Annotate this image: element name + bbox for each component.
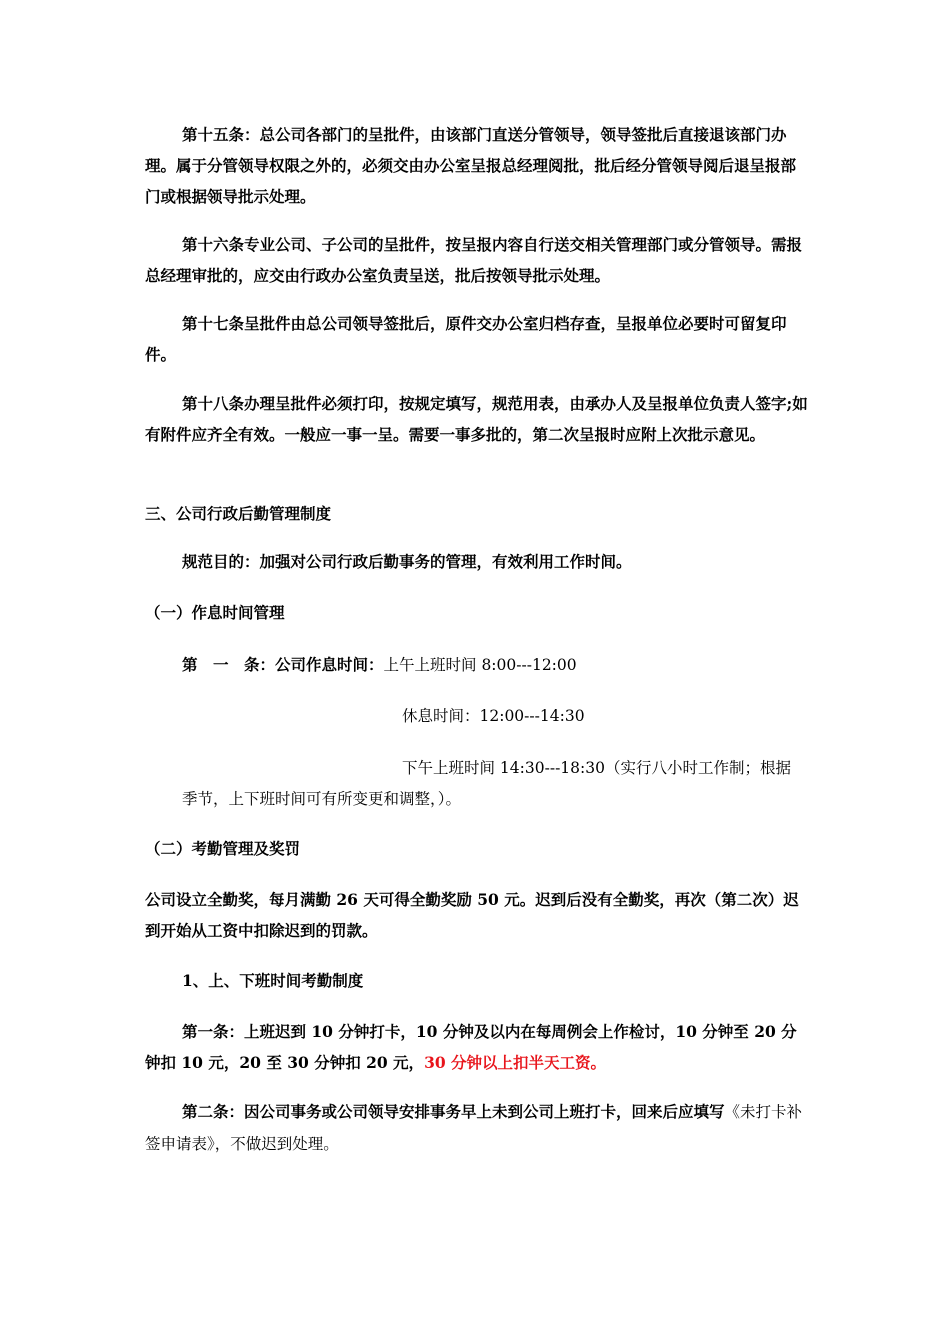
rule-2-text: 第二条：因公司事务或公司领导安排事务早上未到公司上班打卡，回来后应填写 (182, 1102, 725, 1121)
subsection-attendance: （二）考勤管理及奖罚 (145, 839, 301, 858)
rule-2 (145, 1096, 810, 1160)
rule-2-form-name: 《未打卡补签申请表》，不做迟到处理。 (145, 1103, 803, 1153)
morning-hours: 上午上班时间 8:00---12:00 (383, 656, 577, 674)
article-17: 第十七条呈批件由总公司领导签批后，原件交办公室归档存查，呈报单位必要时可留复印件。 (145, 314, 787, 364)
article-16: 第十六条专业公司、子公司的呈批件，按呈报内容自行送交相关管理部门或分管领导。需报总经理审批的，应交由行政办公室负责呈送，批后按领导批示处理。 (145, 235, 803, 285)
afternoon-hours-line2: 季节，上下班时间可有所变更和调整，）。 (182, 790, 462, 808)
work-hours-morning (182, 649, 810, 681)
rule-1-text: 第一条：上班迟到 10 分钟打卡，10 分钟及以内在每周例会上作检讨，10 分钟至 20 分钟扣 10 元，20 至 30 分钟扣 20 元， (145, 1022, 797, 1072)
subsection-work-hours: （一）作息时间管理 (145, 603, 285, 622)
section-heading-3: 三、公司行政后勤管理制度 (145, 504, 332, 523)
work-hours-label: 第 一 条：公司作息时间： (182, 655, 384, 674)
rest-hours: 休息时间：12:00---14:30 (402, 707, 585, 725)
attendance-bonus: 公司设立全勤奖，每月满勤 26 天可得全勤奖励 50 元。迟到后没有全勤奖，再次（第二次）迟到开始从工资中扣除迟到的罚款。 (145, 890, 799, 940)
purpose-statement: 规范目的：加强对公司行政后勤事务的管理，有效利用工作时间。 (182, 552, 632, 571)
article-15: 第十五条：总公司各部门的呈批件，由该部门直送分管领导，领导签批后直接退该部门办理。属于分管领导权限之外的，必须交由办公室呈报总经理阅批，批后经分管领导阅后退呈报部门或根据领导批示处理。 (145, 125, 797, 206)
rule-1-penalty: 30 分钟以上扣半天工资。 (424, 1053, 607, 1072)
item-1-heading: 1、上、下班时间考勤制度 (182, 971, 364, 990)
article-18: 第十八条办理呈批件必须打印，按规定填写，规范用表，由承办人及呈报单位负责人签字;如有附件应齐全有效。一般应一事一呈。需要一事多批的，第二次呈报时应附上次批示意见。 (145, 394, 808, 444)
afternoon-hours-line1: 下午上班时间 14:30---18:30（实行八小时工作制；根据 (402, 759, 791, 777)
rule-1 (145, 1016, 810, 1078)
